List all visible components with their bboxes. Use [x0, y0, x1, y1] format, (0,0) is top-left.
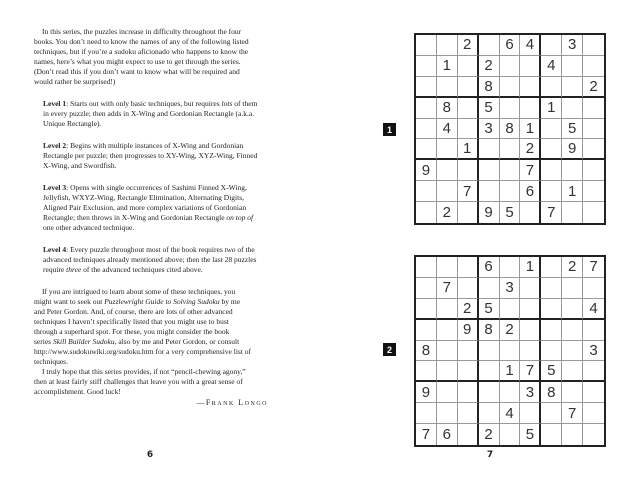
- sudoku-cell: [520, 320, 541, 341]
- sudoku-cell: 6: [500, 35, 521, 56]
- sudoku-cell: [437, 341, 458, 362]
- text-line: Level 4: Every puzzle throughout most of the book requires two of the: [43, 245, 255, 254]
- sudoku-cell: [416, 257, 437, 278]
- paragraph: [34, 141, 268, 171]
- sudoku-cell: 5: [479, 98, 500, 119]
- sudoku-cell: [583, 361, 604, 382]
- sudoku-cell: [541, 341, 562, 362]
- sudoku-cell: 3: [479, 119, 500, 140]
- text-line: one other advanced technique.: [43, 223, 135, 232]
- puzzle-2-label: 2: [383, 343, 396, 356]
- sudoku-cell: [416, 403, 437, 424]
- sudoku-cell: [437, 160, 458, 181]
- text-line: Jellyfish, WXYZ-Wing, Rectangle Elimination, Alternating Digits,: [43, 193, 244, 202]
- sudoku-cell: [500, 382, 521, 403]
- sudoku-cell: 5: [541, 361, 562, 382]
- sudoku-cell: 2: [479, 424, 500, 445]
- sudoku-cell: [583, 424, 604, 445]
- sudoku-cell: 1: [541, 98, 562, 119]
- sudoku-cell: [458, 278, 479, 299]
- sudoku-cell: [416, 139, 437, 160]
- sudoku-cell: [500, 299, 521, 320]
- sudoku-cell: [520, 341, 541, 362]
- text-line: require three of the advanced techniques cited above.: [43, 265, 203, 274]
- sudoku-cell: 2: [458, 35, 479, 56]
- sudoku-cell: 4: [520, 35, 541, 56]
- sudoku-cell: 7: [541, 202, 562, 223]
- sudoku-cell: [562, 341, 583, 362]
- sudoku-cell: [541, 139, 562, 160]
- sudoku-cell: 2: [583, 77, 604, 98]
- sudoku-cell: [479, 278, 500, 299]
- text-line: through a superhard spot. For these, you might consider the book: [34, 327, 230, 336]
- sudoku-cell: [541, 299, 562, 320]
- sudoku-cell: [437, 257, 458, 278]
- sudoku-cell: 3: [520, 382, 541, 403]
- sudoku-cell: [479, 35, 500, 56]
- paragraph: [34, 367, 268, 397]
- sudoku-cell: [562, 299, 583, 320]
- text-line: might want to seek out Puzzlewright Guide to Solving Sudoku by me: [34, 297, 241, 306]
- text-line: series Skill Builder Sudoku, also by me and Peter Gordon, or consult: [34, 337, 240, 346]
- sudoku-cell: [479, 361, 500, 382]
- paragraph: [34, 287, 268, 367]
- sudoku-cell: [458, 257, 479, 278]
- sudoku-cell: 6: [437, 424, 458, 445]
- sudoku-cell: [458, 403, 479, 424]
- sudoku-cell: [562, 361, 583, 382]
- sudoku-cell: [500, 424, 521, 445]
- text-line: If you are intrigued to learn about some of these techniques, you: [42, 287, 236, 296]
- sudoku-cell: [562, 382, 583, 403]
- text-line: techniques.: [34, 357, 68, 366]
- sudoku-cell: [583, 98, 604, 119]
- sudoku-cell: [500, 77, 521, 98]
- sudoku-cell: 5: [520, 424, 541, 445]
- sudoku-cell: [458, 341, 479, 362]
- sudoku-cell: [458, 160, 479, 181]
- sudoku-cell: [520, 56, 541, 77]
- text-line: In this series, the puzzles increase in difficulty throughout the four: [42, 27, 242, 36]
- sudoku-cell: 8: [416, 341, 437, 362]
- sudoku-cell: [583, 119, 604, 140]
- text-line: techniques I haven’t specifically listed that you might use to bust: [34, 317, 229, 326]
- sudoku-cell: [416, 278, 437, 299]
- paragraph: [34, 183, 268, 233]
- sudoku-cell: [520, 98, 541, 119]
- sudoku-cell: [500, 139, 521, 160]
- sudoku-cell: [437, 382, 458, 403]
- sudoku-cell: [583, 35, 604, 56]
- sudoku-cell: [541, 278, 562, 299]
- sudoku-cell: [458, 119, 479, 140]
- sudoku-cell: [416, 56, 437, 77]
- sudoku-cell: [562, 202, 583, 223]
- sudoku-cell: [416, 35, 437, 56]
- sudoku-cell: [437, 361, 458, 382]
- sudoku-cell: 7: [458, 181, 479, 202]
- sudoku-cell: 5: [500, 202, 521, 223]
- sudoku-cell: 9: [562, 139, 583, 160]
- sudoku-cell: 2: [500, 320, 521, 341]
- sudoku-cell: 2: [458, 299, 479, 320]
- sudoku-cell: [583, 382, 604, 403]
- sudoku-cell: [541, 35, 562, 56]
- sudoku-cell: 8: [479, 320, 500, 341]
- sudoku-cell: 2: [562, 257, 583, 278]
- sudoku-cell: [583, 320, 604, 341]
- sudoku-cell: [416, 361, 437, 382]
- sudoku-cell: [500, 56, 521, 77]
- sudoku-cell: [541, 257, 562, 278]
- text-line: techniques, but if you’re a sudoku aficionado who happens to know the: [34, 47, 249, 56]
- sudoku-cell: 8: [437, 98, 458, 119]
- sudoku-cell: 7: [562, 403, 583, 424]
- sudoku-cell: 2: [520, 139, 541, 160]
- sudoku-cell: [437, 299, 458, 320]
- paragraph: [34, 245, 268, 275]
- sudoku-cell: 5: [562, 119, 583, 140]
- sudoku-cell: 7: [583, 257, 604, 278]
- author-signature: —Frank Longo: [196, 398, 268, 407]
- text-line: and Peter Gordon. And, of course, there are lots of other advanced: [34, 307, 233, 316]
- sudoku-cell: [562, 424, 583, 445]
- sudoku-cell: 5: [479, 299, 500, 320]
- sudoku-cell: [500, 98, 521, 119]
- sudoku-cell: [520, 77, 541, 98]
- sudoku-cell: 7: [520, 160, 541, 181]
- sudoku-cell: [479, 160, 500, 181]
- sudoku-cell: 8: [541, 382, 562, 403]
- sudoku-cell: 9: [458, 320, 479, 341]
- sudoku-cell: [458, 56, 479, 77]
- sudoku-cell: 1: [458, 139, 479, 160]
- sudoku-cell: [437, 35, 458, 56]
- sudoku-cell: [541, 119, 562, 140]
- sudoku-cell: 2: [479, 56, 500, 77]
- sudoku-cell: [541, 181, 562, 202]
- text-line: then at least fairly stiff challenges that leave you with a great sense of: [34, 377, 243, 386]
- text-line: Level 2: Begins with multiple instances of X-Wing and Gordonian: [43, 141, 244, 150]
- sudoku-cell: [458, 98, 479, 119]
- text-line: Level 1: Starts out with only basic techniques, but requires lots of them: [43, 99, 258, 108]
- text-line: books. You don’t need to know the names of any of the following listed: [34, 37, 249, 46]
- sudoku-cell: [520, 403, 541, 424]
- text-line: Rectangle; then throws in X-Wing and Gordonian Rectangle on top of: [43, 213, 254, 222]
- sudoku-cell: [500, 341, 521, 362]
- sudoku-cell: [479, 382, 500, 403]
- sudoku-cell: [541, 403, 562, 424]
- sudoku-cell: [437, 403, 458, 424]
- text-line: I truly hope that this series provides, if not “pencil-chewing agony,”: [42, 367, 246, 376]
- sudoku-cell: [458, 382, 479, 403]
- paragraph: [34, 99, 268, 129]
- sudoku-cell: 7: [520, 361, 541, 382]
- text-line: (Don’t read this if you don’t want to know what will be required and: [34, 67, 240, 76]
- sudoku-cell: 9: [416, 160, 437, 181]
- text-line: http://www.sudokuwiki.org/sudoku.htm for a very comprehensive list of: [34, 347, 252, 356]
- text-line: names, here’s what you might expect to use to get through the series.: [34, 57, 241, 66]
- sudoku-cell: 3: [562, 35, 583, 56]
- sudoku-cell: [541, 424, 562, 445]
- text-line: in every puzzle; then adds in X-Wing and Gordonian Rectangle (a.k.a.: [43, 109, 255, 118]
- sudoku-cell: [541, 320, 562, 341]
- sudoku-cell: [583, 139, 604, 160]
- sudoku-cell: 7: [437, 278, 458, 299]
- sudoku-cell: [437, 181, 458, 202]
- sudoku-cell: [458, 77, 479, 98]
- text-line: Level 3: Opens with single occurrences of Sashimi Finned X-Wing,: [43, 183, 247, 192]
- sudoku-cell: [562, 98, 583, 119]
- sudoku-cell: [562, 77, 583, 98]
- sudoku-cell: [479, 341, 500, 362]
- sudoku-cell: 8: [500, 119, 521, 140]
- sudoku-cell: [541, 77, 562, 98]
- sudoku-cell: [416, 299, 437, 320]
- sudoku-cell: [500, 181, 521, 202]
- sudoku-cell: 1: [562, 181, 583, 202]
- sudoku-cell: 8: [479, 77, 500, 98]
- sudoku-cell: [583, 56, 604, 77]
- sudoku-cell: [520, 278, 541, 299]
- sudoku-cell: [416, 320, 437, 341]
- sudoku-cell: 3: [500, 278, 521, 299]
- sudoku-cell: 4: [437, 119, 458, 140]
- sudoku-cell: 1: [437, 56, 458, 77]
- sudoku-cell: 6: [479, 257, 500, 278]
- sudoku-cell: [437, 139, 458, 160]
- page-number-left: 6: [146, 450, 154, 460]
- sudoku-cell: [437, 77, 458, 98]
- sudoku-cell: [416, 181, 437, 202]
- text-line: Unique Rectangle).: [43, 119, 102, 128]
- sudoku-cell: [583, 160, 604, 181]
- page-number-right: 7: [486, 450, 494, 460]
- sudoku-cell: [416, 119, 437, 140]
- sudoku-cell: [479, 139, 500, 160]
- sudoku-cell: 7: [416, 424, 437, 445]
- sudoku-cell: [479, 403, 500, 424]
- text-line: advanced techniques already mentioned above; then the last 28 puzzles: [43, 255, 257, 264]
- sudoku-grid-2: [414, 255, 606, 447]
- sudoku-cell: [500, 257, 521, 278]
- sudoku-cell: [541, 160, 562, 181]
- sudoku-cell: [583, 278, 604, 299]
- sudoku-cell: 6: [520, 181, 541, 202]
- sudoku-cell: [416, 77, 437, 98]
- sudoku-cell: [416, 202, 437, 223]
- sudoku-cell: [583, 403, 604, 424]
- puzzle-1-label: 1: [383, 123, 396, 136]
- sudoku-cell: [562, 56, 583, 77]
- text-line: X-Wing, and Swordfish.: [43, 161, 117, 170]
- sudoku-cell: [562, 278, 583, 299]
- intro-text: [34, 27, 268, 408]
- sudoku-cell: [458, 202, 479, 223]
- sudoku-cell: 9: [416, 382, 437, 403]
- sudoku-cell: [458, 424, 479, 445]
- sudoku-cell: [562, 320, 583, 341]
- text-line: accomplishment. Good luck!: [34, 387, 121, 396]
- sudoku-cell: 1: [500, 361, 521, 382]
- sudoku-cell: [520, 202, 541, 223]
- text-line: Aligned Pair Exclusion, and more complex variations of Gordonian: [43, 203, 247, 212]
- sudoku-cell: [562, 160, 583, 181]
- sudoku-cell: 1: [520, 257, 541, 278]
- sudoku-cell: [500, 160, 521, 181]
- sudoku-cell: [583, 181, 604, 202]
- sudoku-cell: [416, 98, 437, 119]
- sudoku-cell: 4: [541, 56, 562, 77]
- sudoku-cell: 9: [479, 202, 500, 223]
- text-line: Rectangle per puzzle; then progresses to XY-Wing, XYZ-Wing, Finned: [43, 151, 258, 160]
- paragraph: [34, 27, 268, 87]
- sudoku-cell: [583, 202, 604, 223]
- sudoku-cell: [437, 320, 458, 341]
- sudoku-cell: 4: [500, 403, 521, 424]
- sudoku-cell: [520, 299, 541, 320]
- text-line: would rather be surprised!): [34, 77, 116, 86]
- sudoku-cell: [458, 361, 479, 382]
- sudoku-cell: [479, 181, 500, 202]
- sudoku-cell: 2: [437, 202, 458, 223]
- sudoku-cell: 4: [583, 299, 604, 320]
- sudoku-grid-1: [414, 33, 606, 225]
- sudoku-cell: 1: [520, 119, 541, 140]
- sudoku-cell: 3: [583, 341, 604, 362]
